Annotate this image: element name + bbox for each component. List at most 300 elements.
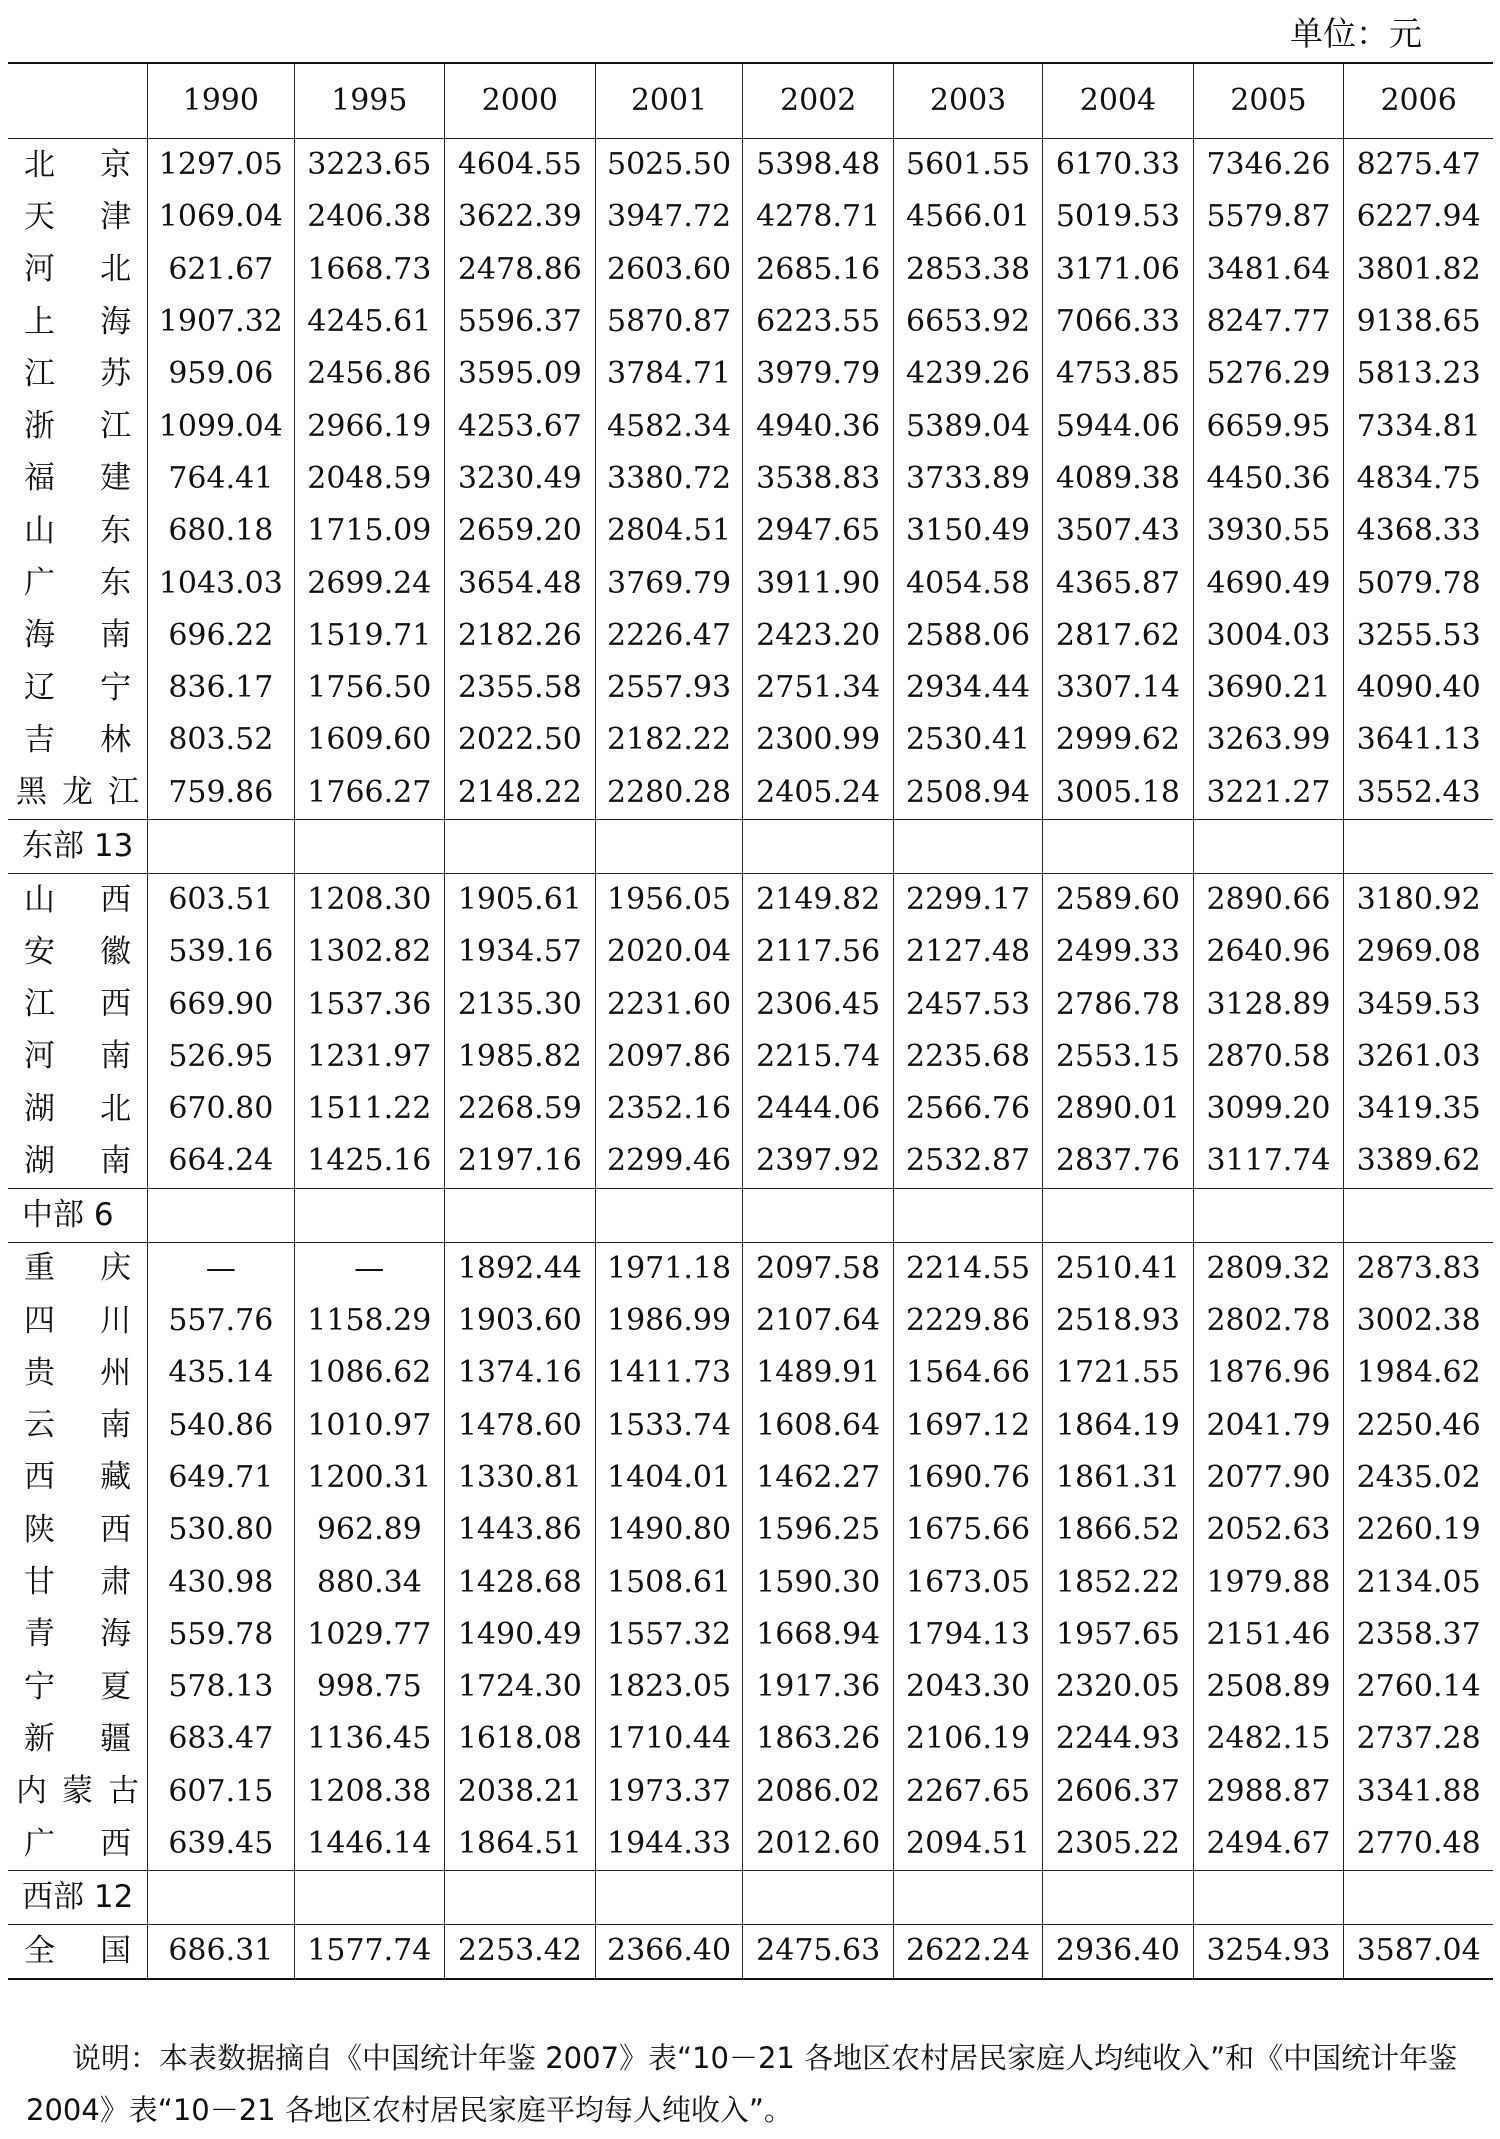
value-cell: 2148.22 [445, 767, 596, 820]
value-cell: 1675.66 [893, 1504, 1042, 1556]
value-cell: 530.80 [148, 1504, 294, 1556]
value-cell: 2475.63 [743, 1925, 894, 1979]
value-cell: 5025.50 [595, 139, 743, 192]
value-cell: 1794.13 [893, 1609, 1042, 1661]
value-cell: 1374.16 [445, 1347, 596, 1399]
table-row [8, 1452, 1493, 1504]
value-cell: 3117.74 [1193, 1135, 1344, 1188]
value-cell: 2809.32 [1193, 1242, 1344, 1295]
value-cell: 1490.80 [595, 1504, 743, 1556]
value-cell: 962.89 [294, 1504, 445, 1556]
empty-cell [1344, 1871, 1493, 1925]
value-cell: 1200.31 [294, 1452, 445, 1504]
value-cell: 670.80 [148, 1083, 294, 1135]
value-cell: 3733.89 [893, 453, 1042, 505]
region-name: 广 西 [24, 1825, 132, 1862]
value-cell: 2358.37 [1344, 1609, 1493, 1661]
header-row [8, 63, 1493, 139]
value-cell: 2406.38 [294, 191, 445, 243]
value-cell: 1892.44 [445, 1242, 596, 1295]
value-cell: 2786.78 [1043, 978, 1194, 1030]
value-cell: 1876.96 [1193, 1347, 1344, 1399]
value-cell: 1905.61 [445, 873, 596, 926]
value-cell: 803.52 [148, 714, 294, 766]
value-cell: 4090.40 [1344, 662, 1493, 714]
table-row [8, 1661, 1493, 1713]
group-label: 东部 13 [8, 819, 148, 873]
value-cell: 1208.38 [294, 1766, 445, 1818]
value-cell: 540.86 [148, 1400, 294, 1452]
region-name: 吉 林 [24, 721, 132, 758]
value-cell: 607.15 [148, 1766, 294, 1818]
value-cell: 3221.27 [1193, 767, 1344, 820]
table-row [8, 1818, 1493, 1871]
value-cell: 2250.46 [1344, 1400, 1493, 1452]
region-name: 辽 宁 [24, 669, 132, 706]
value-cell: 759.86 [148, 767, 294, 820]
value-cell: 2890.01 [1043, 1083, 1194, 1135]
value-cell: 2482.15 [1193, 1713, 1344, 1765]
value-cell: 2405.24 [743, 767, 894, 820]
region-name: 陕 西 [24, 1511, 132, 1548]
value-cell: 1519.71 [294, 610, 445, 662]
region-name: 湖 南 [24, 1142, 132, 1179]
value-cell: 9138.65 [1344, 296, 1493, 348]
value-cell: 2870.58 [1193, 1031, 1344, 1083]
value-cell: 2268.59 [445, 1083, 596, 1135]
value-cell: 2097.86 [595, 1031, 743, 1083]
value-cell: 3341.88 [1344, 1766, 1493, 1818]
region-name: 四 川 [24, 1302, 132, 1339]
empty-cell [445, 1871, 596, 1925]
empty-cell [1043, 1188, 1194, 1242]
table-row [8, 1925, 1493, 1979]
value-cell: 8275.47 [1344, 139, 1493, 192]
value-cell: 2280.28 [595, 767, 743, 820]
value-cell: 1823.05 [595, 1661, 743, 1713]
value-cell: 3150.49 [893, 505, 1042, 557]
value-cell: 4253.67 [445, 400, 596, 452]
value-cell: 4368.33 [1344, 505, 1493, 557]
value-cell: 2659.20 [445, 505, 596, 557]
value-cell: 2934.44 [893, 662, 1042, 714]
value-cell: 1957.65 [1043, 1609, 1194, 1661]
value-cell: 5276.29 [1193, 348, 1344, 400]
empty-cell [893, 1188, 1042, 1242]
value-cell: 430.98 [148, 1556, 294, 1608]
value-cell: 3552.43 [1344, 767, 1493, 820]
value-cell: 664.24 [148, 1135, 294, 1188]
value-cell: 3947.72 [595, 191, 743, 243]
table-row [8, 1031, 1493, 1083]
value-cell: 2802.78 [1193, 1295, 1344, 1347]
empty-cell [595, 1871, 743, 1925]
value-cell: 2966.19 [294, 400, 445, 452]
value-cell: 5579.87 [1193, 191, 1344, 243]
value-cell: 4054.58 [893, 557, 1042, 609]
header-cell [8, 63, 148, 139]
table-row [8, 926, 1493, 978]
value-cell: 3230.49 [445, 453, 596, 505]
value-cell: 3979.79 [743, 348, 894, 400]
value-cell: 2260.19 [1344, 1504, 1493, 1556]
table-row [8, 557, 1493, 609]
header-cell: 2002 [743, 63, 894, 139]
value-cell: 5870.87 [595, 296, 743, 348]
value-cell: 2117.56 [743, 926, 894, 978]
empty-cell [148, 1871, 294, 1925]
value-cell: 1697.12 [893, 1400, 1042, 1452]
table-row [8, 662, 1493, 714]
group-label: 西部 12 [8, 1871, 148, 1925]
value-cell: 1010.97 [294, 1400, 445, 1452]
value-cell: 5398.48 [743, 139, 894, 192]
value-cell: 2566.76 [893, 1083, 1042, 1135]
table-row [8, 873, 1493, 926]
value-cell: 1971.18 [595, 1242, 743, 1295]
value-cell: 2306.45 [743, 978, 894, 1030]
value-cell: 2510.41 [1043, 1242, 1194, 1295]
value-cell: 1069.04 [148, 191, 294, 243]
table-row [8, 767, 1493, 820]
region-name: 内蒙古 [16, 1773, 140, 1810]
empty-cell [148, 1188, 294, 1242]
value-cell: 2853.38 [893, 244, 1042, 296]
empty-cell [893, 819, 1042, 873]
region-name: 全 国 [8, 1925, 148, 1979]
value-cell: 3099.20 [1193, 1083, 1344, 1135]
value-cell: 5389.04 [893, 400, 1042, 452]
value-cell: 2214.55 [893, 1242, 1042, 1295]
value-cell: 1533.74 [595, 1400, 743, 1452]
value-cell: 435.14 [148, 1347, 294, 1399]
empty-cell [1043, 1871, 1194, 1925]
value-cell: 4604.55 [445, 139, 596, 192]
value-cell: 2760.14 [1344, 1661, 1493, 1713]
value-cell: 2640.96 [1193, 926, 1344, 978]
table-row [8, 1504, 1493, 1556]
value-cell: 2890.66 [1193, 873, 1344, 926]
value-cell: 3930.55 [1193, 505, 1344, 557]
table-row [8, 1766, 1493, 1818]
empty-cell [294, 819, 445, 873]
value-cell: 2737.28 [1344, 1713, 1493, 1765]
value-cell: 2231.60 [595, 978, 743, 1030]
value-cell: 2052.63 [1193, 1504, 1344, 1556]
value-cell: 1986.99 [595, 1295, 743, 1347]
empty-cell [445, 1188, 596, 1242]
value-cell: 1984.62 [1344, 1347, 1493, 1399]
value-cell: 2478.86 [445, 244, 596, 296]
value-cell: 3223.65 [294, 139, 445, 192]
region-name: 浙 江 [24, 408, 132, 445]
value-cell: 2299.17 [893, 873, 1042, 926]
value-cell: 2603.60 [595, 244, 743, 296]
table-row [8, 348, 1493, 400]
empty-cell [893, 1871, 1042, 1925]
value-cell: 2530.41 [893, 714, 1042, 766]
value-cell: 2020.04 [595, 926, 743, 978]
region-name: 云 南 [24, 1407, 132, 1444]
value-cell: 1537.36 [294, 978, 445, 1030]
value-cell: 2305.22 [1043, 1818, 1194, 1871]
value-cell: 2107.64 [743, 1295, 894, 1347]
value-cell: 3002.38 [1344, 1295, 1493, 1347]
value-cell: 2094.51 [893, 1818, 1042, 1871]
value-cell: 1866.52 [1043, 1504, 1194, 1556]
value-cell: 2215.74 [743, 1031, 894, 1083]
value-cell: 1609.60 [294, 714, 445, 766]
value-cell: 621.67 [148, 244, 294, 296]
value-cell: 2077.90 [1193, 1452, 1344, 1504]
value-cell: 669.90 [148, 978, 294, 1030]
value-cell: 2557.93 [595, 662, 743, 714]
table-row [8, 191, 1493, 243]
table-row [8, 244, 1493, 296]
table-row [8, 1400, 1493, 1452]
value-cell: 2457.53 [893, 978, 1042, 1030]
value-cell: 2444.06 [743, 1083, 894, 1135]
value-cell: 5944.06 [1043, 400, 1194, 452]
value-cell: 7334.81 [1344, 400, 1493, 452]
value-cell: 1934.57 [445, 926, 596, 978]
header-cell: 2005 [1193, 63, 1344, 139]
value-cell: 1710.44 [595, 1713, 743, 1765]
value-cell: 557.76 [148, 1295, 294, 1347]
value-cell: 1973.37 [595, 1766, 743, 1818]
value-cell: 1668.73 [294, 244, 445, 296]
table-row [8, 1083, 1493, 1135]
group-row [8, 819, 1493, 873]
value-cell: 6170.33 [1043, 139, 1194, 192]
value-cell: 2135.30 [445, 978, 596, 1030]
empty-cell [1344, 1188, 1493, 1242]
region-name: 黑龙江 [16, 774, 140, 811]
value-cell: 2947.65 [743, 505, 894, 557]
value-cell: 5019.53 [1043, 191, 1194, 243]
value-cell: 2508.94 [893, 767, 1042, 820]
value-cell: 4940.36 [743, 400, 894, 452]
value-cell: 2038.21 [445, 1766, 596, 1818]
value-cell: 2770.48 [1344, 1818, 1493, 1871]
table-row [8, 610, 1493, 662]
value-cell: 1490.49 [445, 1609, 596, 1661]
table-row [8, 1135, 1493, 1188]
empty-cell [148, 819, 294, 873]
value-cell: 1668.94 [743, 1609, 894, 1661]
value-cell: 764.41 [148, 453, 294, 505]
header-cell: 2003 [893, 63, 1042, 139]
value-cell: 1404.01 [595, 1452, 743, 1504]
region-name: 甘 肃 [24, 1564, 132, 1601]
value-cell: 1425.16 [294, 1135, 445, 1188]
value-cell: 1608.64 [743, 1400, 894, 1452]
empty-cell [1344, 819, 1493, 873]
group-label: 中部 6 [8, 1188, 148, 1242]
region-name: 广 东 [24, 565, 132, 602]
header-cell: 1990 [148, 63, 294, 139]
value-cell: 1756.50 [294, 662, 445, 714]
value-cell: 1136.45 [294, 1713, 445, 1765]
value-cell: 836.17 [148, 662, 294, 714]
value-cell: 6659.95 [1193, 400, 1344, 452]
value-cell: 3261.03 [1344, 1031, 1493, 1083]
region-name: 江 西 [24, 986, 132, 1023]
value-cell: 1428.68 [445, 1556, 596, 1608]
value-cell: 696.22 [148, 610, 294, 662]
value-cell: 2182.26 [445, 610, 596, 662]
value-cell: 3307.14 [1043, 662, 1194, 714]
value-cell: 3004.03 [1193, 610, 1344, 662]
empty-cell [1193, 819, 1344, 873]
value-cell: 2936.40 [1043, 1925, 1194, 1979]
region-name: 上 海 [24, 303, 132, 340]
value-cell: 1297.05 [148, 139, 294, 192]
value-cell: 5601.55 [893, 139, 1042, 192]
table-row [8, 714, 1493, 766]
empty-cell [743, 819, 894, 873]
value-cell: 7346.26 [1193, 139, 1344, 192]
value-cell: 1917.36 [743, 1661, 894, 1713]
region-name: 西 藏 [24, 1459, 132, 1496]
income-table [8, 62, 1493, 1980]
value-cell: 2999.62 [1043, 714, 1194, 766]
value-cell: — [148, 1242, 294, 1295]
value-cell: 1302.82 [294, 926, 445, 978]
value-cell: 3622.39 [445, 191, 596, 243]
table-row [8, 978, 1493, 1030]
value-cell: 4834.75 [1344, 453, 1493, 505]
value-cell: 1673.05 [893, 1556, 1042, 1608]
header-cell: 2000 [445, 63, 596, 139]
region-name: 重 庆 [24, 1250, 132, 1287]
region-name: 北 京 [24, 146, 132, 183]
value-cell: 2508.89 [1193, 1661, 1344, 1713]
region-name: 湖 北 [24, 1090, 132, 1127]
table-row [8, 1347, 1493, 1399]
value-cell: 2494.67 [1193, 1818, 1344, 1871]
region-name: 贵 州 [24, 1354, 132, 1391]
value-cell: 2532.87 [893, 1135, 1042, 1188]
value-cell: 2423.20 [743, 610, 894, 662]
region-name: 河 南 [24, 1038, 132, 1075]
value-cell: 2355.58 [445, 662, 596, 714]
value-cell: 6223.55 [743, 296, 894, 348]
value-cell: 1577.74 [294, 1925, 445, 1979]
value-cell: 2048.59 [294, 453, 445, 505]
value-cell: 686.31 [148, 1925, 294, 1979]
value-cell: 2244.93 [1043, 1713, 1194, 1765]
value-cell: 2352.16 [595, 1083, 743, 1135]
table-row [8, 505, 1493, 557]
value-cell: 2253.42 [445, 1925, 596, 1979]
unit-label: 单位：元 [1290, 14, 1422, 53]
value-cell: 3389.62 [1344, 1135, 1493, 1188]
value-cell: 7066.33 [1043, 296, 1194, 348]
table-row [8, 1295, 1493, 1347]
value-cell: 1979.88 [1193, 1556, 1344, 1608]
value-cell: 880.34 [294, 1556, 445, 1608]
value-cell: 6653.92 [893, 296, 1042, 348]
value-cell: 3507.43 [1043, 505, 1194, 557]
value-cell: 1086.62 [294, 1347, 445, 1399]
header-cell: 1995 [294, 63, 445, 139]
value-cell: 2622.24 [893, 1925, 1042, 1979]
table-row [8, 1609, 1493, 1661]
value-cell: 2553.15 [1043, 1031, 1194, 1083]
value-cell: 2022.50 [445, 714, 596, 766]
value-cell: 4245.61 [294, 296, 445, 348]
value-cell: 4278.71 [743, 191, 894, 243]
value-cell: 559.78 [148, 1609, 294, 1661]
value-cell: 2751.34 [743, 662, 894, 714]
value-cell: 603.51 [148, 873, 294, 926]
value-cell: 1564.66 [893, 1347, 1042, 1399]
value-cell: 3641.13 [1344, 714, 1493, 766]
value-cell: 2499.33 [1043, 926, 1194, 978]
value-cell: 3587.04 [1344, 1925, 1493, 1979]
value-cell: 1478.60 [445, 1400, 596, 1452]
value-cell: 4753.85 [1043, 348, 1194, 400]
value-cell: 1099.04 [148, 400, 294, 452]
value-cell: 1043.03 [148, 557, 294, 609]
value-cell: 2267.65 [893, 1766, 1042, 1818]
header-cell: 2001 [595, 63, 743, 139]
value-cell: 1715.09 [294, 505, 445, 557]
region-name: 福 建 [24, 460, 132, 497]
value-cell: 4365.87 [1043, 557, 1194, 609]
value-cell: 1590.30 [743, 1556, 894, 1608]
value-cell: 3911.90 [743, 557, 894, 609]
value-cell: 2197.16 [445, 1135, 596, 1188]
value-cell: 3254.93 [1193, 1925, 1344, 1979]
value-cell: 3180.92 [1344, 873, 1493, 926]
value-cell: 2397.92 [743, 1135, 894, 1188]
value-cell: 2969.08 [1344, 926, 1493, 978]
source-note: 说明：本表数据摘自《中国统计年鉴 2007》表“10－21 各地区农村居民家庭人均纯收入”和《中国统计年鉴 2004》表“10－21 各地区农村居民家庭平均每人纯收入”。 [26, 2041, 1458, 2127]
table-row [8, 1556, 1493, 1608]
header-cell: 2004 [1043, 63, 1194, 139]
value-cell: 3171.06 [1043, 244, 1194, 296]
table-row [8, 400, 1493, 452]
value-cell: 3769.79 [595, 557, 743, 609]
region-name: 安 徽 [24, 933, 132, 970]
value-cell: 4239.26 [893, 348, 1042, 400]
value-cell: 1721.55 [1043, 1347, 1194, 1399]
value-cell: 2127.48 [893, 926, 1042, 978]
value-cell: 2456.86 [294, 348, 445, 400]
value-cell: 998.75 [294, 1661, 445, 1713]
value-cell: 1029.77 [294, 1609, 445, 1661]
value-cell: 2041.79 [1193, 1400, 1344, 1452]
value-cell: 539.16 [148, 926, 294, 978]
region-name: 河 北 [24, 251, 132, 288]
value-cell: 1231.97 [294, 1031, 445, 1083]
value-cell: 3419.35 [1344, 1083, 1493, 1135]
empty-cell [595, 819, 743, 873]
value-cell: 2300.99 [743, 714, 894, 766]
value-cell: 2043.30 [893, 1661, 1042, 1713]
value-cell: 2134.05 [1344, 1556, 1493, 1608]
empty-cell [743, 1188, 894, 1242]
value-cell: 2320.05 [1043, 1661, 1194, 1713]
value-cell: 2151.46 [1193, 1609, 1344, 1661]
value-cell: 3654.48 [445, 557, 596, 609]
value-cell: 2366.40 [595, 1925, 743, 1979]
value-cell: 2086.02 [743, 1766, 894, 1818]
value-cell: 2182.22 [595, 714, 743, 766]
value-cell: 4089.38 [1043, 453, 1194, 505]
